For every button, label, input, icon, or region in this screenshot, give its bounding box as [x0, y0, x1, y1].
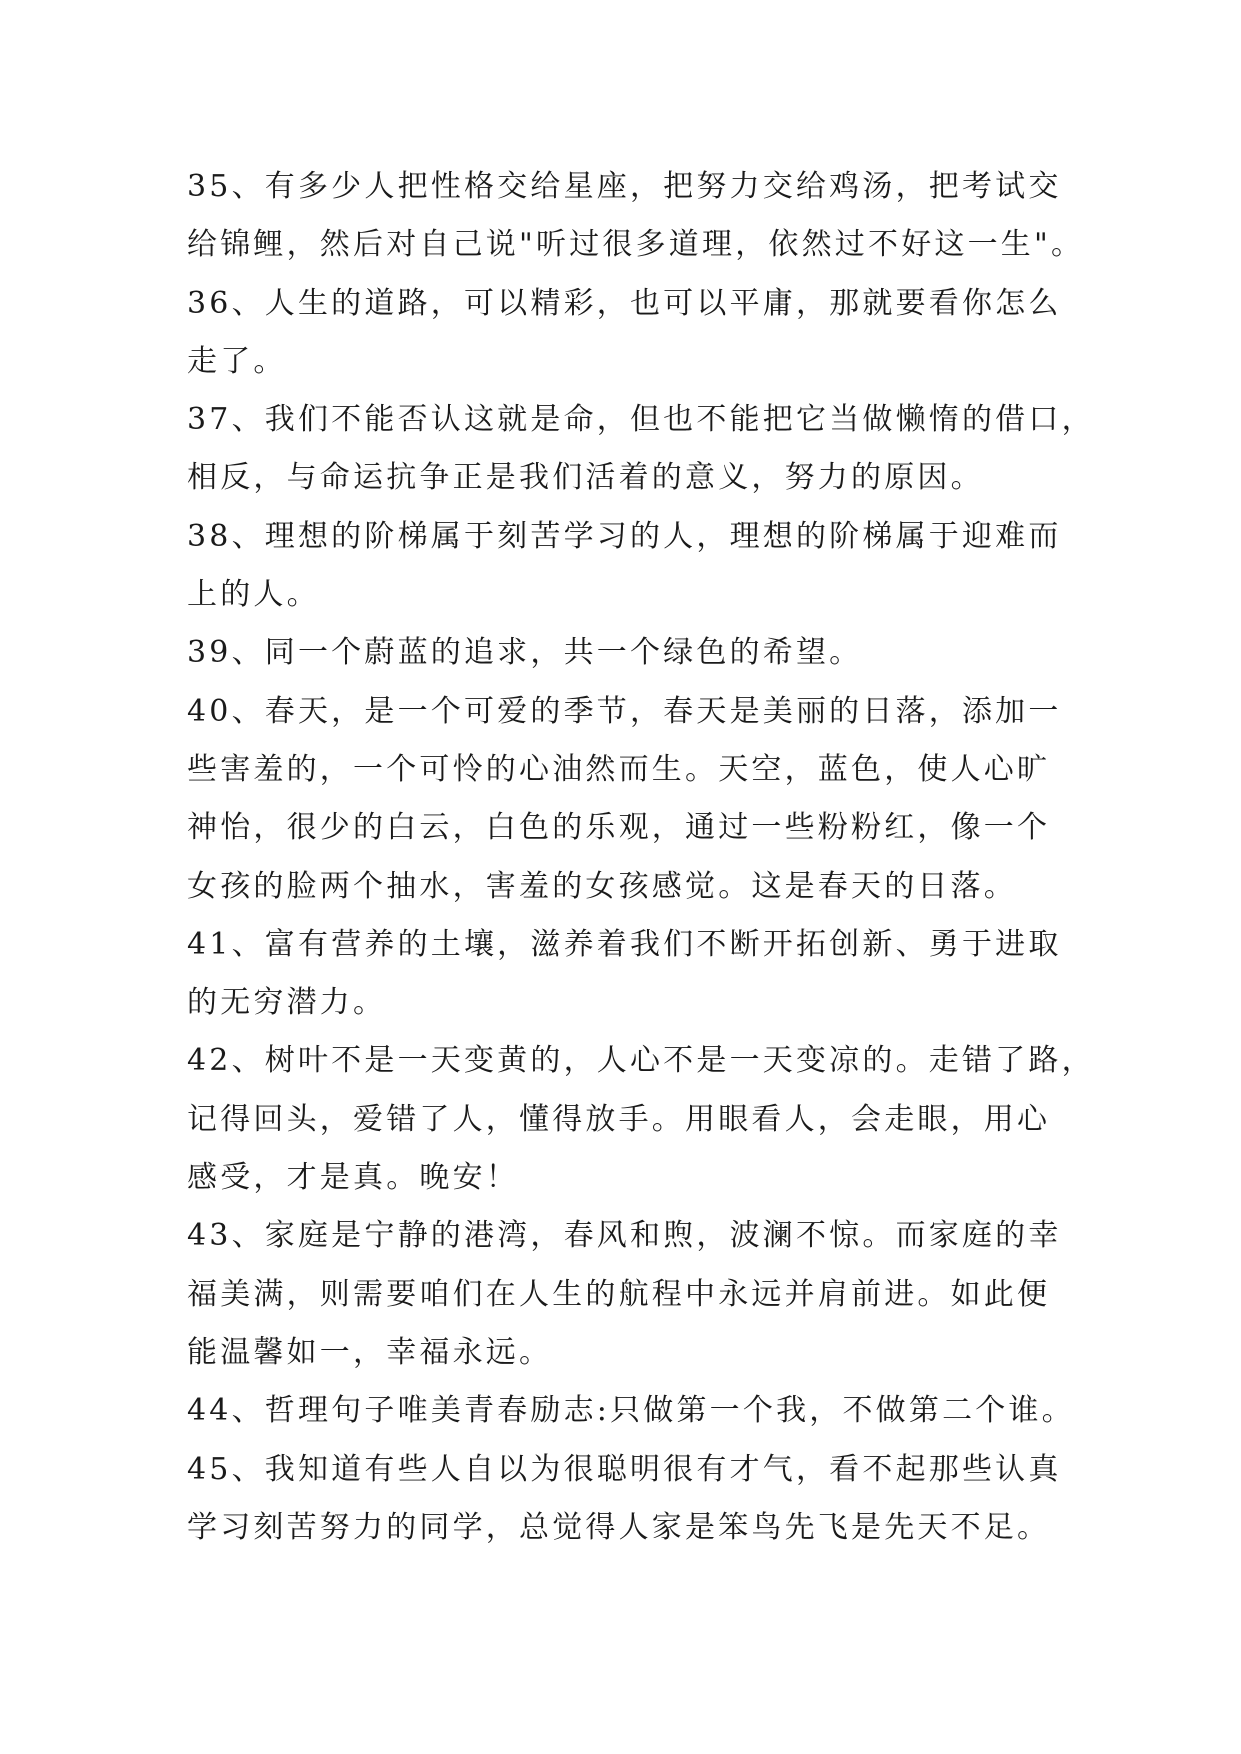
text-line: 38、理想的阶梯属于刻苦学习的人，理想的阶梯属于迎难而	[187, 518, 1062, 554]
text-line: 感受，才是真。晚安！	[187, 1160, 519, 1196]
text-line: 学习刻苦努力的同学，总觉得人家是笨鸟先飞是先天不足。	[187, 1509, 1051, 1545]
text-line: 45、我知道有些人自以为很聪明很有才气，看不起那些认真	[187, 1451, 1062, 1487]
text-line: 44、哲理句子唯美青春励志:只做第一个我，不做第二个谁。	[187, 1393, 1075, 1429]
text-line: 些害羞的，一个可怜的心油然而生。天空，蓝色，使人心旷	[187, 751, 1051, 787]
text-line: 35、有多少人把性格交给星座，把努力交给鸡汤，把考试交	[187, 169, 1062, 204]
text-line: 37、我们不能否认这就是命，但也不能把它当做懒惰的借口，	[187, 402, 1095, 438]
text-line: 相反，与命运抗争正是我们活着的意义，努力的原因。	[187, 460, 984, 496]
text-line: 神怡，很少的白云，白色的乐观，通过一些粉粉红，像一个	[187, 810, 1051, 846]
text-line: 女孩的脸两个抽水，害羞的女孩感觉。这是春天的日落。	[187, 868, 1017, 904]
text-line: 39、同一个蔚蓝的追求，共一个绿色的希望。	[187, 635, 863, 671]
text-line: 能温馨如一，幸福永远。	[187, 1334, 553, 1370]
text-line: 40、春天，是一个可爱的季节，春天是美丽的日落，添加一	[187, 693, 1062, 729]
text-line: 给锦鲤，然后对自己说"听过很多道理，依然过不好这一生"。	[187, 227, 1085, 263]
text-line: 的无穷潜力。	[187, 985, 387, 1021]
text-line: 记得回头，爱错了人，懂得放手。用眼看人，会走眼，用心	[187, 1101, 1051, 1137]
text-line: 41、富有营养的土壤，滋养着我们不断开拓创新、勇于进取	[187, 926, 1062, 962]
text-line: 走了。	[187, 343, 287, 379]
text-line: 福美满，则需要咱们在人生的航程中永远并肩前进。如此便	[187, 1276, 1051, 1312]
text-line: 上的人。	[187, 577, 320, 613]
document-body	[187, 158, 1095, 1557]
text-line: 43、家庭是宁静的港湾，春风和煦，波澜不惊。而家庭的幸	[187, 1218, 1062, 1254]
text-line: 42、树叶不是一天变黄的，人心不是一天变凉的。走错了路，	[187, 1043, 1095, 1079]
text-line: 36、人生的道路，可以精彩，也可以平庸，那就要看你怎么	[187, 285, 1062, 321]
